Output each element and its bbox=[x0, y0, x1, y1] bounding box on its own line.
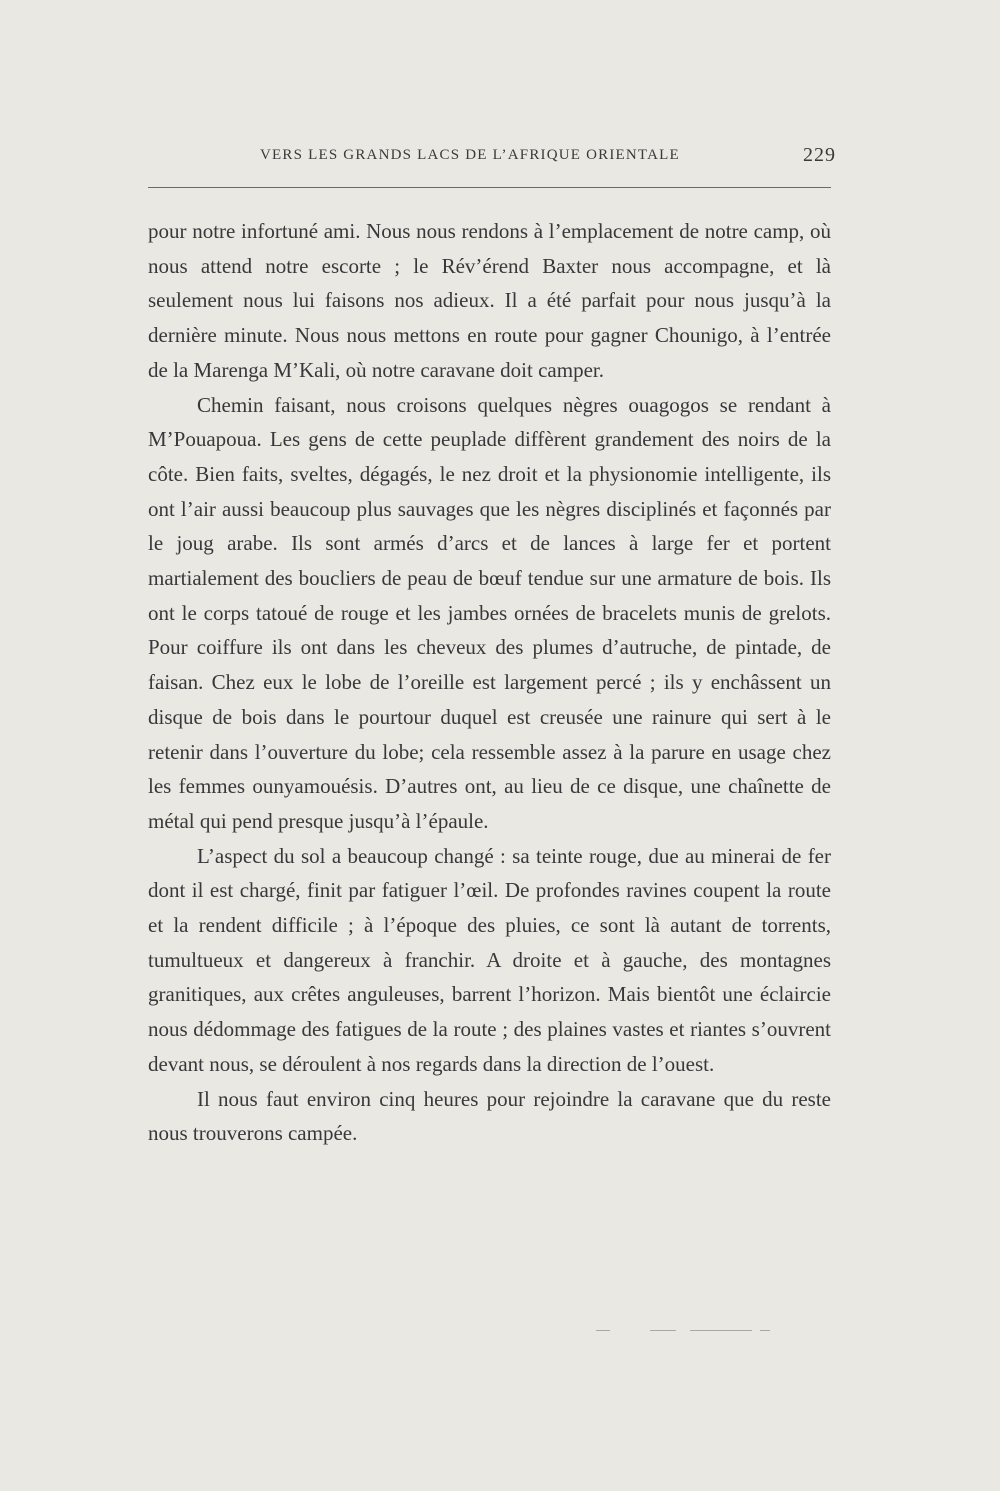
running-title: VERS LES GRANDS LACS DE L’AFRIQUE ORIENTALE bbox=[260, 147, 680, 163]
paragraph: pour notre infortuné ami. Nous nous rendons à l’emplacement de notre camp, où nous attend notre escorte ; le Rév’érend Baxter nous accompagne, et là seulement nous lui faisons nos adieux. Il a été parfait pour nous jusqu’à la dernière minute. Nous nous mettons en route pour gagner Chounigo, à l’entrée de la Marenga M’Kali, où notre caravane doit camper. bbox=[148, 219, 831, 382]
header-rule bbox=[148, 187, 831, 188]
running-head bbox=[148, 144, 836, 174]
body-text bbox=[148, 214, 831, 1151]
ink-mark bbox=[690, 1330, 752, 1331]
paragraph: L’aspect du sol a beaucoup changé : sa teinte rouge, due au minerai de fer dont il est chargé, finit par fatiguer l’œil. De profondes ravines coupent la route et la rendent difficile ; à l’époque des pluies, ce sont là autant de torrents, tumultueux et dangereux à franchir. A droite et à gauche, des montagnes granitiques, aux crêtes anguleuses, barrent l’horizon. Mais bientôt une éclaircie nous dédommage des fatigues de la route ; des plaines vastes et riantes s’ouvrent devant nous, se déroulent à nos regards dans la direction de l’ouest. bbox=[148, 843, 831, 1076]
paragraph: Chemin faisant, nous croisons quelques nègres ouagogos se rendant à M’Pouapoua. Les gens de cette peuplade diffèrent grandement des noirs de la côte. Bien faits, sveltes, dégagés, le nez droit et la physionomie intelligente, ils ont l’air aussi beaucoup plus sauvages que les nègres disciplinés et façonnés par le joug arabe. Ils sont armés d’arcs et de lances à large fer et portent martialement des boucliers de peau de bœuf tendue sur une armature de bois. Ils ont le corps tatoué de rouge et les jambes ornées de bracelets munis de grelots. Pour coiffure ils ont dans les cheveux des plumes d’autruche, de pintade, de faisan. Chez eux le lobe de l’oreille est largement percé ; ils y enchâssent un disque de bois dans le pourtour duquel est creusée une rainure qui sert à le retenir dans l’ouverture du lobe; cela ressemble assez à la parure en usage chez les femmes ounyamouésis. D’autres ont, au lieu de ce disque, une chaînette de métal qui pend presque jusqu’à l’épaule. bbox=[148, 392, 831, 833]
paragraph: Il nous faut environ cinq heures pour rejoindre la caravane que du reste nous trouverons campée. bbox=[148, 1086, 831, 1146]
page-number: 229 bbox=[803, 144, 836, 166]
ink-mark bbox=[596, 1330, 610, 1331]
ink-mark bbox=[650, 1330, 676, 1331]
ink-mark bbox=[760, 1330, 770, 1331]
